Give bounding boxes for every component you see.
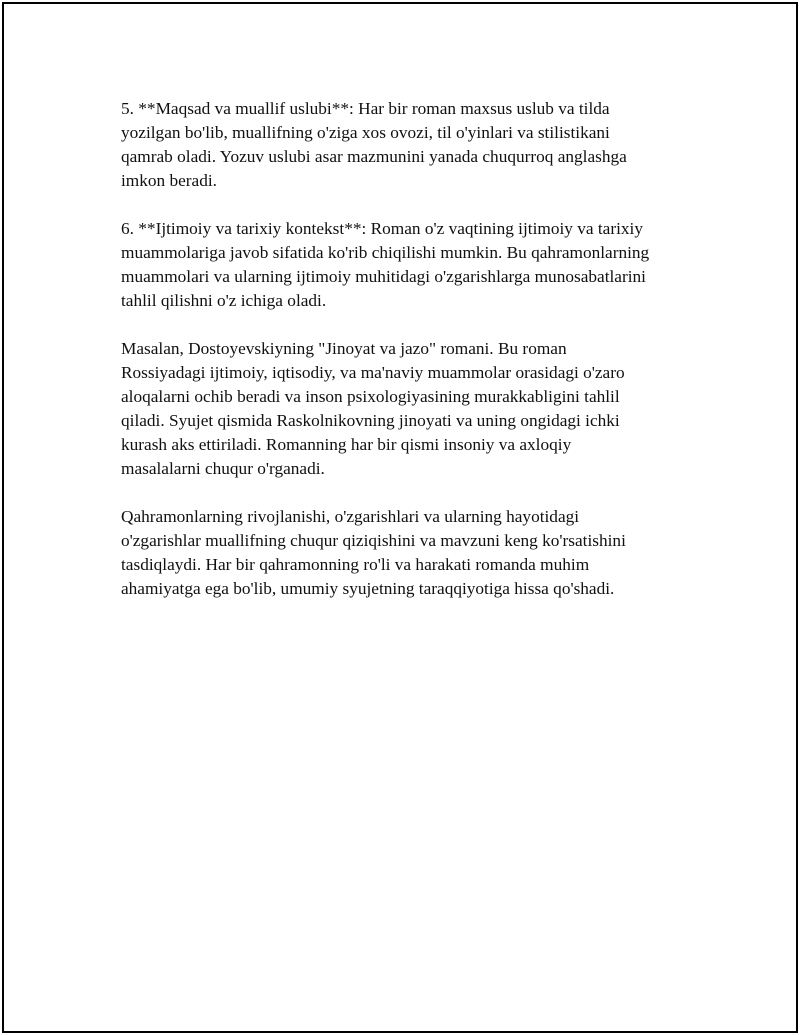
text-line: tasdiqlaydi. Har bir qahramonning ro'li va harakati romanda muhim xyxy=(121,555,590,574)
text-line: 5. **Maqsad va muallif uslubi**: Har bir roman maxsus uslub va tilda xyxy=(121,99,610,118)
text-line: kurash aks ettiriladi. Romanning har bir qismi insoniy va axloqiy xyxy=(121,435,572,454)
text-line: muammolariga javob sifatida ko'rib chiqilishi mumkin. Bu qahramonlarning xyxy=(121,243,650,262)
text-line: qamrab oladi. Yozuv uslubi asar mazmunini yanada chuqurroq anglashga xyxy=(121,147,627,166)
text-line: ahamiyatga ega bo'lib, umumiy syujetning taraqqiyotiga hissa qo'shadi. xyxy=(121,579,615,598)
page-frame xyxy=(2,2,798,1033)
text-line: o'zgarishlar muallifning chuqur qiziqishini va mavzuni keng ko'rsatishini xyxy=(121,531,626,550)
text-line: masalalarni chuqur o'rganadi. xyxy=(121,459,325,478)
text-line: yozilgan bo'lib, muallifning o'ziga xos ovozi, til o'yinlari va stilistikani xyxy=(121,123,610,142)
paragraph-qahramonlar-rivoji xyxy=(121,505,696,601)
text-line: imkon beradi. xyxy=(121,171,217,190)
text-line: Qahramonlarning rivojlanishi, o'zgarishlari va ularning hayotidagi xyxy=(121,507,580,526)
text-line: muammolari va ularning ijtimoiy muhitidagi o'zgarishlarga munosabatlarini xyxy=(121,267,646,286)
text-line: tahlil qilishni o'z ichiga oladi. xyxy=(121,291,327,310)
paragraph-6-ijtimoiy-kontekst xyxy=(121,217,696,313)
paragraph-masalan-dostoyevskiy xyxy=(121,337,696,481)
paragraph-5-maqsad-uslub xyxy=(121,97,696,193)
text-line: Rossiyadagi ijtimoiy, iqtisodiy, va ma'naviy muammolar orasidagi o'zaro xyxy=(121,363,625,382)
text-line: qiladi. Syujet qismida Raskolnikovning jinoyati va uning ongidagi ichki xyxy=(121,411,620,430)
document-body xyxy=(121,97,696,625)
text-line: 6. **Ijtimoiy va tarixiy kontekst**: Roman o'z vaqtining ijtimoiy va tarixiy xyxy=(121,219,643,238)
text-line: Masalan, Dostoyevskiyning "Jinoyat va jazo" romani. Bu roman xyxy=(121,339,567,358)
text-line: aloqalarni ochib beradi va inson psixologiyasining murakkabligini tahlil xyxy=(121,387,620,406)
